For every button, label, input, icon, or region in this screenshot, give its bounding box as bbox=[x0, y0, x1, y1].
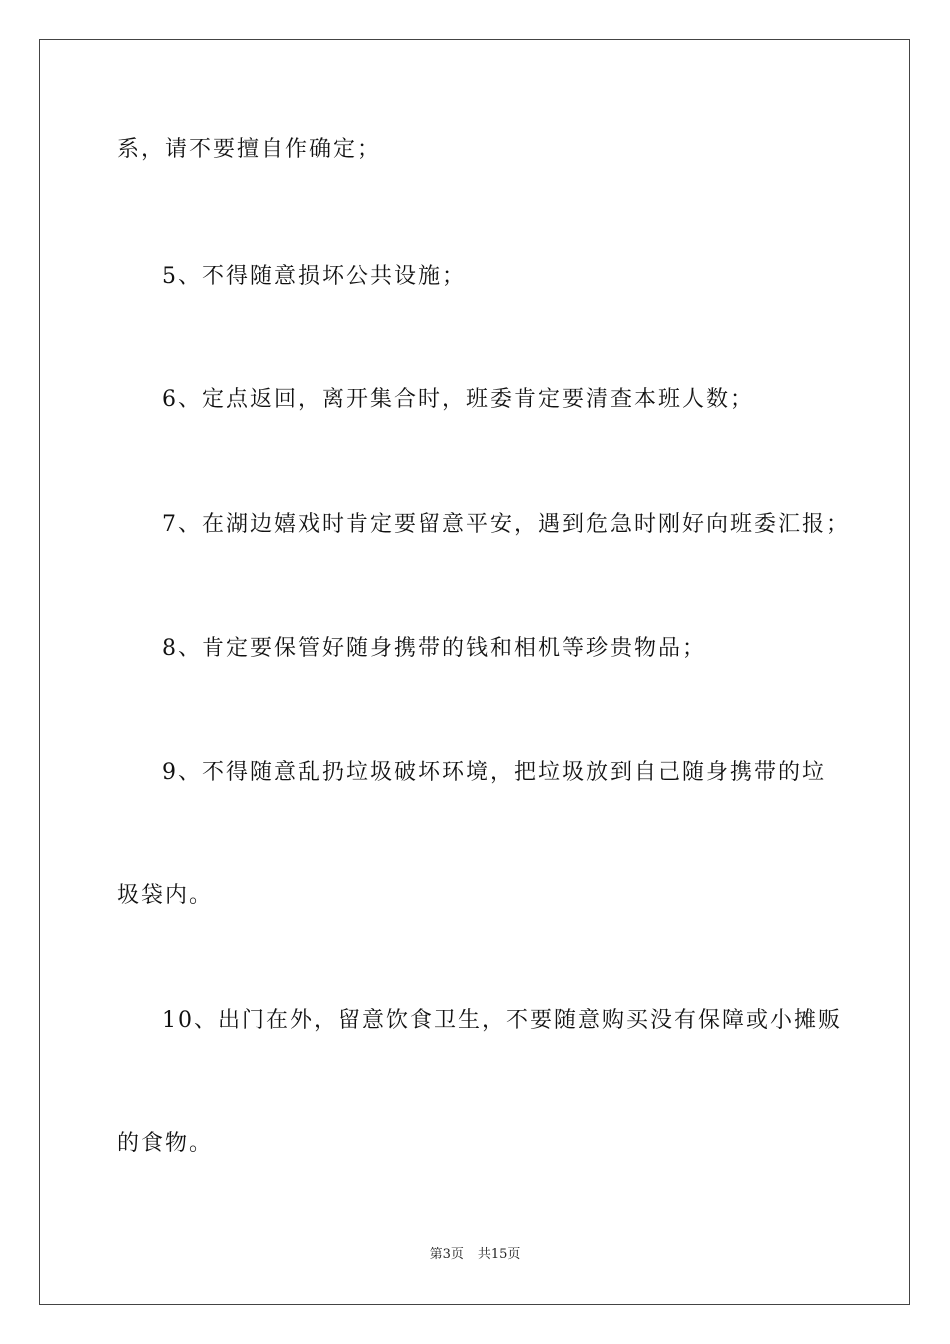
rule-item-10-continuation: 的食物。 bbox=[117, 1131, 214, 1156]
rule-item-8: 8、肯定要保管好随身携带的钱和相机等珍贵物品； bbox=[162, 636, 706, 661]
page-frame bbox=[39, 39, 910, 1305]
page-footer bbox=[0, 1246, 950, 1264]
rule-item-9: 9、不得随意乱扔垃圾破坏环境，把垃圾放到自己随身携带的垃 bbox=[162, 760, 826, 785]
page-number: 第3页 bbox=[429, 1247, 464, 1262]
rule-item-6: 6、定点返回，离开集合时，班委肯定要清查本班人数； bbox=[162, 387, 754, 412]
page-total: 共15页 bbox=[477, 1247, 521, 1262]
rule-item-9-continuation: 圾袋内。 bbox=[117, 883, 214, 908]
rule-item-7: 7、在湖边嬉戏时肯定要留意平安，遇到危急时刚好向班委汇报； bbox=[162, 512, 850, 537]
rule-item-10: 10、出门在外，留意饮食卫生，不要随意购买没有保障或小摊贩 bbox=[162, 1008, 842, 1033]
body-line-continuation: 系，请不要擅自作确定； bbox=[117, 137, 382, 162]
rule-item-5: 5、不得随意损坏公共设施； bbox=[162, 264, 466, 289]
